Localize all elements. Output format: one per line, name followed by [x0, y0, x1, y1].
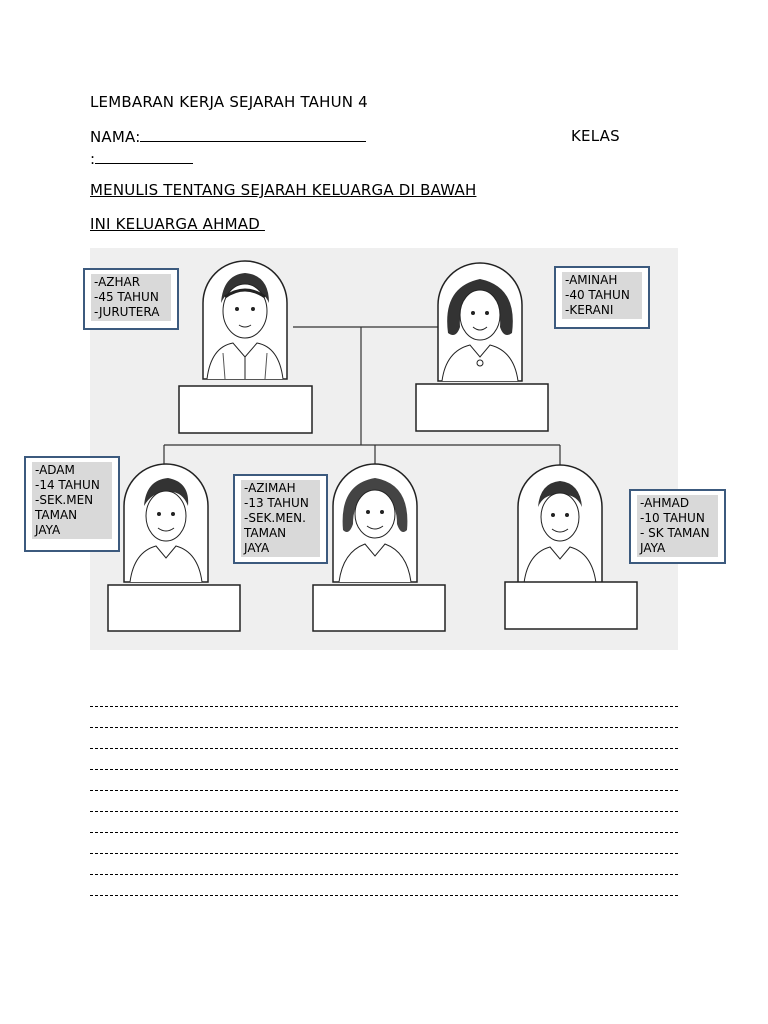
azimah-portrait — [333, 464, 417, 582]
ahmad-school-2: JAYA — [640, 541, 666, 555]
azimah-age: -13 TAHUN — [244, 496, 309, 510]
ahmad-school: - SK TAMAN — [640, 526, 710, 540]
class-label: KELAS — [571, 127, 620, 145]
writing-line[interactable] — [90, 874, 678, 875]
ahmad-info-box — [629, 489, 726, 564]
writing-line[interactable] — [90, 706, 678, 707]
name-field[interactable] — [90, 127, 366, 146]
writing-line[interactable] — [90, 769, 678, 770]
writing-line[interactable] — [90, 853, 678, 854]
adam-school: -SEK.MEN — [35, 493, 94, 507]
mother-portrait — [438, 263, 522, 381]
mother-info — [562, 272, 642, 319]
name-label: NAMA: — [90, 128, 141, 146]
mother-job: -KERANI — [565, 303, 614, 317]
adam-age: -14 TAHUN — [35, 478, 100, 492]
ahmad-info — [637, 495, 718, 557]
azimah-info-box — [233, 474, 328, 564]
father-job: -JURUTERA — [94, 305, 160, 319]
azimah-nameplate — [313, 585, 445, 631]
writing-line[interactable] — [90, 727, 678, 728]
mother-age: -40 TAHUN — [565, 288, 630, 302]
ahmad-name: -AHMAD — [640, 496, 690, 510]
family-subtitle — [90, 215, 265, 233]
ahmad-portrait — [518, 465, 602, 583]
adam-info — [32, 462, 112, 539]
azimah-school-2: TAMAN — [244, 526, 287, 540]
father-info-box — [83, 268, 179, 330]
writing-line[interactable] — [90, 748, 678, 749]
family-subtitle-text: INI KELUARGA AHMAD — [90, 215, 260, 233]
mother-name: -AMINAH — [565, 273, 618, 287]
father-info — [91, 274, 171, 321]
adam-school-2: TAMAN — [35, 508, 78, 522]
father-name: -AZHAR — [94, 275, 141, 289]
ahmad-nameplate — [505, 582, 637, 629]
class-blank[interactable] — [95, 149, 193, 164]
mother-info-box — [554, 266, 650, 329]
adam-school-3: JAYA — [35, 523, 61, 537]
azimah-school-3: JAYA — [244, 541, 270, 555]
adam-name: -ADAM — [35, 463, 75, 477]
father-nameplate — [179, 386, 312, 433]
writing-line[interactable] — [90, 895, 678, 896]
instruction: MENULIS TENTANG SEJARAH KELUARGA DI BAWAH — [90, 181, 477, 199]
azimah-info — [241, 480, 320, 557]
father-age: -45 TAHUN — [94, 290, 159, 304]
azimah-school: -SEK.MEN. — [244, 511, 306, 525]
worksheet-title: LEMBARAN KERJA SEJARAH TAHUN 4 — [90, 93, 368, 111]
azimah-name: -AZIMAH — [244, 481, 296, 495]
name-blank[interactable] — [140, 127, 366, 142]
adam-portrait — [124, 464, 208, 582]
ahmad-age: -10 TAHUN — [640, 511, 705, 525]
writing-line[interactable] — [90, 790, 678, 791]
writing-line[interactable] — [90, 811, 678, 812]
father-portrait — [203, 261, 287, 379]
adam-info-box — [24, 456, 120, 552]
mother-nameplate — [416, 384, 548, 431]
class-colon: : — [90, 150, 96, 168]
class-field[interactable] — [90, 149, 193, 168]
writing-line[interactable] — [90, 832, 678, 833]
adam-nameplate — [108, 585, 240, 631]
